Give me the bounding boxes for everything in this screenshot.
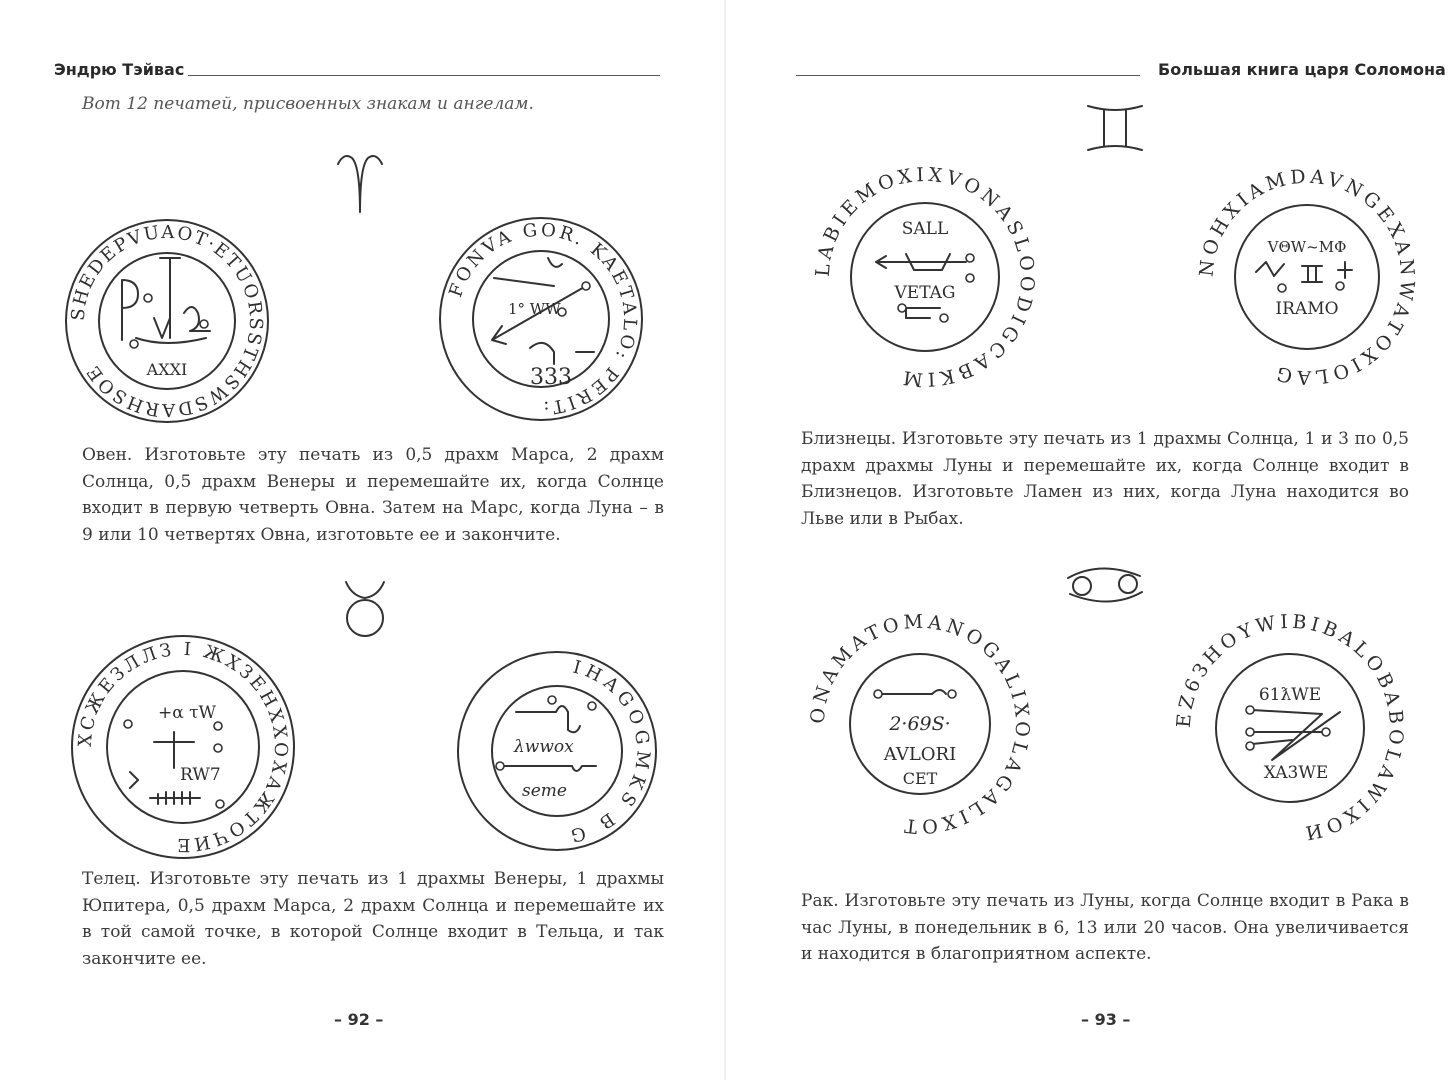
gemini-seal-2-ring-text: NOHXIAMDAVNGEXANWATOXIOLAG [1195,165,1419,389]
gemini-seal-2-line2: IRAMO [1275,299,1339,319]
gemini-seal-1-line1: SALL [901,219,949,239]
aries-seal-1-ring-text: SHEDEPVUAOT·ETUORSSTHSWSDARHSOE [67,221,267,421]
cancer-seal-1-line1: 2·69S· [889,713,951,735]
gemini-glyph-icon [1084,100,1146,156]
cancer-seal-2-ring-text: EZ6ЗHOYWIBIBALOBABOLAWIXOИ [1172,610,1408,845]
taurus-glyph-icon [340,578,390,640]
taurus-description: Телец. Изготовьте эту печать из 1 драхмы Венеры, 1 драхмы Юпитера, 0,5 драхм Марса, 2 драхм Солнца и перемешайте их в той самой точке, в которой Солнце входит в Тельца, и так закончите ее. [82,869,664,969]
aries-seal-2-bottom-text: 333 [530,365,572,390]
taurus-seal-2-ring-text: IHAGOGMKS B G [564,656,654,847]
aries-glyph-icon [330,150,390,216]
cancer-seal-1-line2: AVLORI [883,744,957,765]
cancer-seal-1 [802,606,1038,842]
taurus-seal-1-line1: +α τW [158,703,217,723]
aries-seal-1 [64,218,270,424]
taurus-seal-2-line2: seme [522,781,567,801]
taurus-seal-2 [456,650,658,852]
aries-seal-1-center-text: AXXI [146,360,188,379]
cancer-seal-1-line3: CET [902,769,938,788]
aries-seal-2-center-text: 1° WW [508,300,561,318]
gemini-seal-1-ring-text: LABIEMOXIXVONASLOODIGCABKIM [811,163,1039,391]
taurus-seal-1-ring-text: XCЖЕЗЛЛЗ I ЖХЗЕНХХОХАЖТОЧИЕ [74,638,292,856]
running-title-book: Большая книга царя Соломона [1158,60,1446,79]
taurus-seal-2-line1: λwwox [514,737,574,757]
header-rule [796,75,1140,76]
taurus-seal-1 [68,632,298,862]
cancer-seal-2 [1168,606,1412,850]
aries-description: Овен. Изготовьте эту печать из 0,5 драхм Марса, 2 драхм Солнца, 0,5 драхм Венеры и перемешайте их, когда Солнце входит в первую четверть Овна. Затем на Марс, когда Луна – в 9 или 10 четвертях Овна, изготовьте ее и закончите. [82,445,664,545]
right-page [726,0,1451,1080]
taurus-seal-1-line2: RW7 [180,765,221,785]
gemini-seal-1-line2: VETAG [894,283,956,303]
gemini-seal-2 [1192,162,1422,392]
cancer-glyph-icon [1060,560,1150,610]
cancer-seal-1-ring-text: ONAMATOMANOGALIXOLAGALIXOT [806,610,1034,838]
cancer-description: Рак. Изготовьте эту печать из Луны, когда Солнце входит в Рака в час Луны, в понедельник в 6, 13 или 20 часов. Она увеличивается и находится в благоприятном аспекте. [801,891,1409,964]
gemini-seal-2-line1: VΘW~MΦ [1267,238,1347,256]
running-title-author: Эндрю Тэйвас [54,60,185,79]
left-page [0,0,725,1080]
intro-text: Вот 12 печатей, присвоенных знакам и ангелам. [82,94,534,114]
cancer-seal-2-line1: 61ƛWE [1258,685,1322,705]
page-number-right: – 93 – [1081,1010,1131,1029]
gemini-seal-1 [806,158,1044,396]
aries-seal-2-ring-text: FONVA GOR. KAETALO: PERIT: [445,219,641,419]
gemini-description: Близнецы. Изготовьте эту печать из 1 драхмы Солнца, 1 и 3 по 0,5 драхм драхмы Луны и перемешайте их, когда Солнце входит в Близнецов. Изготовьте Ламен из них, когда Луна находится во Льве или в Рыбах. [801,429,1409,529]
cancer-seal-2-line2: XA3WE [1263,763,1329,783]
aries-seal-2 [438,216,644,422]
header-rule [188,75,660,76]
page-number-left: – 92 – [334,1010,384,1029]
